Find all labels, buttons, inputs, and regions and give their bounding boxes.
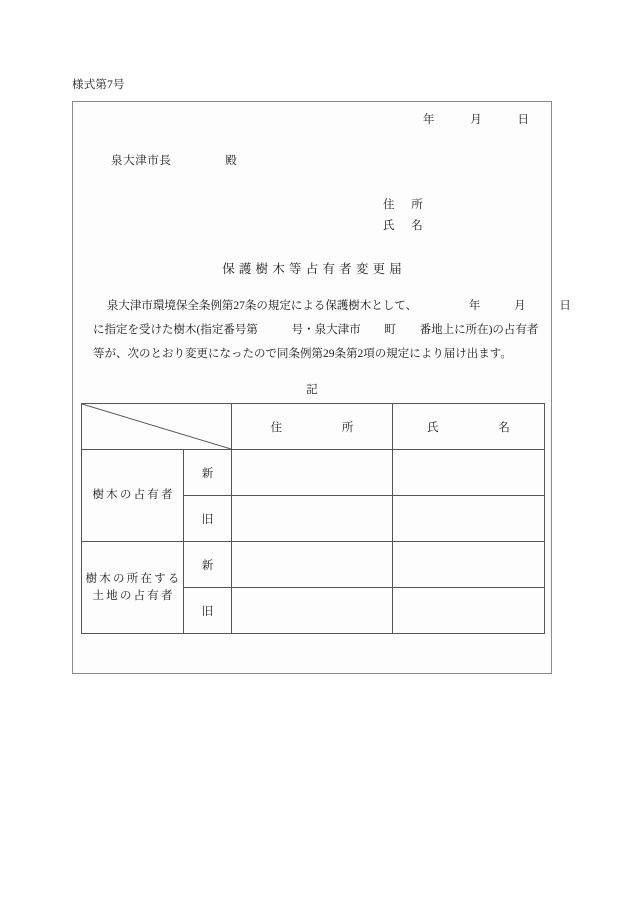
applicant-name-row: [383, 216, 423, 237]
addressee-line: [111, 152, 237, 168]
address-cell-old-land[interactable]: [232, 588, 393, 634]
applicant-block: [383, 195, 423, 237]
name-cell-old-land[interactable]: [393, 588, 545, 634]
body-line-1: [93, 294, 571, 318]
name-cell-old-tree[interactable]: [393, 496, 545, 542]
table-corner-cell: [82, 404, 232, 450]
body-line-3: 等が、次のとおり変更になったので同条例第29条第2項の規定により届け出ます。: [93, 348, 512, 360]
row-label-tree-possessor-line-1: 樹木の占有者: [92, 489, 175, 501]
applicant-address-label-1: 住: [383, 199, 395, 211]
ki-marker: 記: [306, 384, 318, 396]
addressee-title: 泉大津市長: [111, 155, 172, 167]
name-cell-new-tree[interactable]: [393, 450, 545, 496]
applicant-name-label-2: 名: [411, 220, 423, 232]
address-cell-old-tree[interactable]: [232, 496, 393, 542]
state-cell-new-land: 新: [184, 542, 232, 588]
possessor-change-table: [81, 403, 545, 634]
table-header-address-2: 所: [341, 421, 354, 434]
diagonal-line-icon: [82, 404, 231, 449]
name-cell-new-land[interactable]: [393, 542, 545, 588]
body-line-1-text: 泉大津市環境保全条例第27条の規定による保護樹木として、: [106, 300, 418, 312]
address-cell-new-tree[interactable]: [232, 450, 393, 496]
date-year-label: 年: [423, 114, 435, 126]
applicant-address-label-2: 所: [411, 199, 423, 211]
table-row: [82, 450, 545, 496]
state-cell-old-land: 旧: [184, 588, 232, 634]
body-line-2-text-d: 番地上に所在)の占有者: [419, 324, 539, 336]
state-cell-new-tree: 新: [184, 450, 232, 496]
table-header-row: [82, 404, 545, 450]
body-line-2-text-a: に指定を受けた樹木(指定番号第: [93, 324, 258, 336]
date-line: [423, 111, 529, 127]
addressee-honorific: 殿: [225, 155, 237, 167]
address-cell-new-land[interactable]: [232, 542, 393, 588]
date-day-label: 日: [517, 114, 529, 126]
table-header-address-1: 住: [270, 421, 283, 434]
applicant-address-row: [383, 195, 423, 216]
body-paragraph: [93, 294, 571, 366]
row-label-land-possessor: [82, 542, 184, 634]
body-line-2-text-c: 町: [384, 324, 396, 336]
body-line-1-year: 年: [468, 300, 481, 312]
row-label-tree-possessor: [82, 450, 184, 542]
table-header-name: [393, 404, 545, 450]
body-line-1-day: 日: [559, 300, 571, 312]
table-header-name-2: 名: [498, 421, 510, 434]
date-month-label: 月: [470, 114, 482, 126]
document-title: 保護樹木等占有者変更届: [222, 262, 406, 276]
table-row: [82, 542, 545, 588]
body-line-2-text-b: 号・泉大津市: [291, 324, 361, 336]
body-line-2: [93, 318, 539, 342]
body-line-1-month: 月: [514, 300, 526, 312]
row-label-land-possessor-line-2: 土地の占有者: [92, 589, 175, 602]
table-header-name-1: 氏: [427, 421, 439, 434]
form-number: 様式第7号: [72, 79, 125, 91]
row-label-land-possessor-line-1: 樹木の所在する: [85, 572, 182, 585]
table-header-address: [232, 404, 393, 450]
form-frame: [72, 101, 571, 674]
state-cell-old-tree: 旧: [184, 496, 232, 542]
applicant-name-label-1: 氏: [383, 220, 395, 232]
